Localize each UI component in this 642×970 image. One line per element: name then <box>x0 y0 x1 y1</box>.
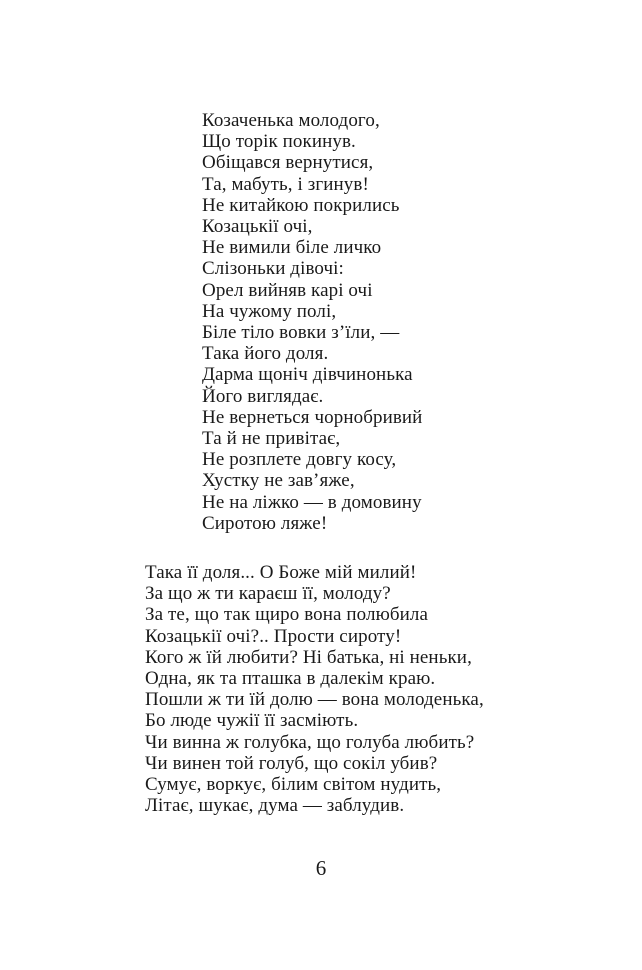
poem-line: Така його доля. <box>202 343 329 365</box>
poem-line: Не вернеться чорнобривий <box>202 406 423 428</box>
poem-line: Не вимили біле личко <box>202 237 382 259</box>
poem-line: Козацькії очі, <box>202 216 313 238</box>
poem-line: Кого ж їй любити? Ні батька, ні неньки, <box>145 646 472 668</box>
poem-line: Сиротою ляже! <box>202 512 328 534</box>
poem-line: Обіщався вернутися, <box>202 152 374 174</box>
poem-line: Одна, як та пташка в далекім краю. <box>145 668 436 690</box>
poem-line: Дарма щоніч дівчинонька <box>202 364 413 386</box>
poem-line: Орел вийняв карі очі <box>202 279 373 301</box>
poem-line: Не на ліжко — в домовину <box>202 491 422 513</box>
poem-line: Чи винен той голуб, що сокіл убив? <box>145 752 438 774</box>
poem-line: Та, мабуть, і згинув! <box>202 173 369 195</box>
poem-line: Літає, шукає, дума — заблудив. <box>145 795 405 817</box>
poem-line: Хустку не зав’яже, <box>202 470 355 492</box>
poem-stanza-2 <box>145 562 484 816</box>
poem-line: Козаченька молодого, <box>202 110 380 131</box>
poem-line: Бо люде чужії її засміють. <box>145 710 359 732</box>
poem-line: За що ж ти караєш її, молоду? <box>145 583 391 605</box>
poem-line: Козацькії очі?.. Прости сироту! <box>145 625 402 647</box>
poem-line: Така її доля... О Боже мій милий! <box>145 562 417 583</box>
poem-line: Пошли ж ти їй долю — вона молоденька, <box>145 689 484 711</box>
poem-line: Та й не привітає, <box>202 428 341 450</box>
poem-line: Чи винна ж голубка, що голуба любить? <box>145 731 475 753</box>
poem-line: Його виглядає. <box>202 385 324 407</box>
poem-line: За те, що так щиро вона полюбила <box>145 604 429 626</box>
poem-stanza-1 <box>202 110 422 534</box>
poem-line: На чужому полі, <box>202 300 337 322</box>
page-number: 6 <box>315 856 327 880</box>
poem-line: Біле тіло вовки з’їли, — <box>202 322 400 344</box>
poem-line: Не розплете довгу косу, <box>202 449 397 471</box>
poem-line: Не китайкою покрились <box>202 194 400 216</box>
poem-line: Сумує, воркує, білим світом нудить, <box>145 774 442 796</box>
poem-line: Що торік покинув. <box>202 131 356 153</box>
poem-line: Слізоньки дівочі: <box>202 258 344 280</box>
